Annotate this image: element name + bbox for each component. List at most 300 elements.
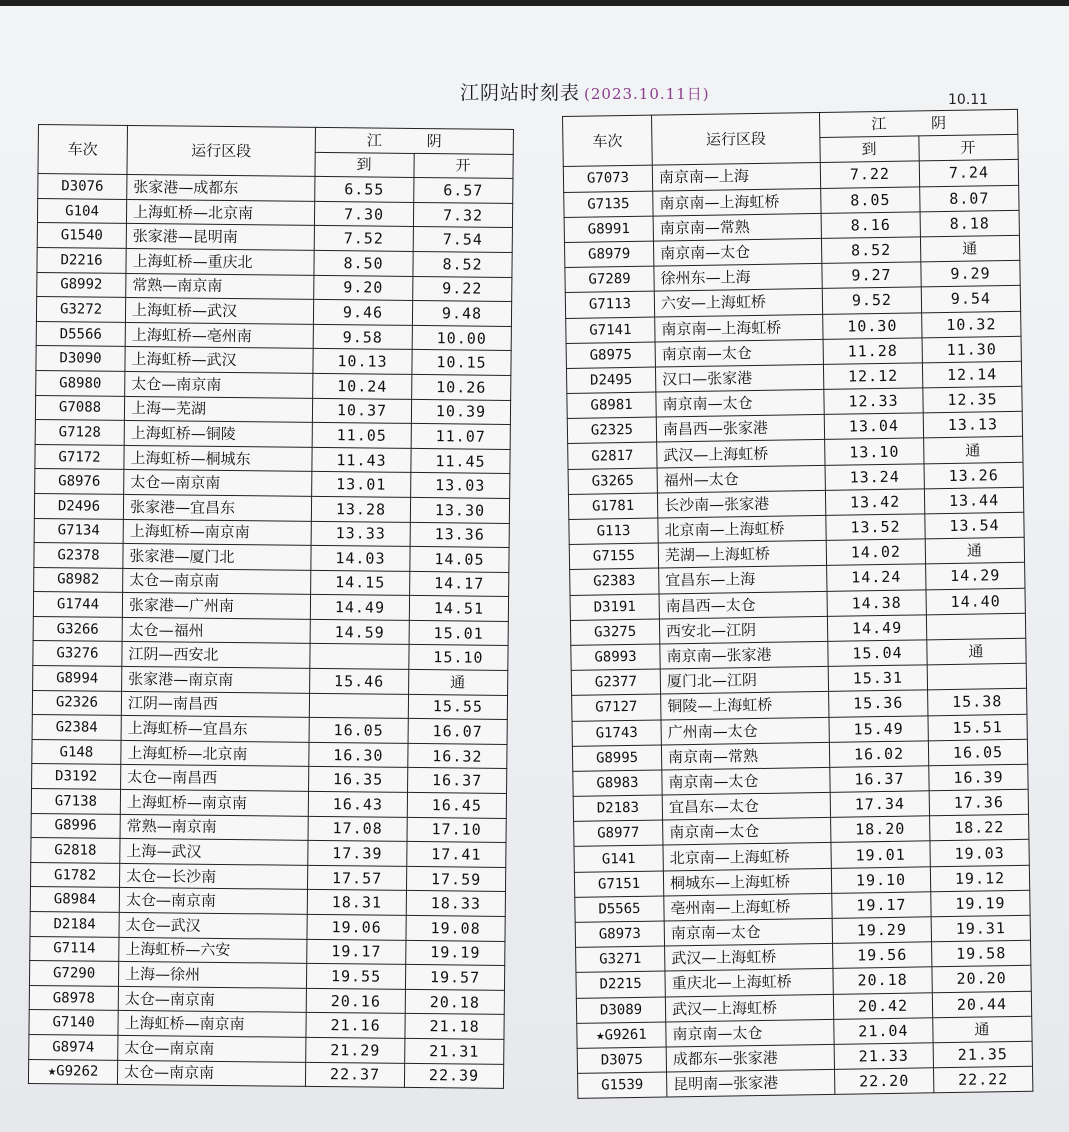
train-number: G3271 — [576, 946, 665, 973]
route: 福州—太仓 — [657, 465, 825, 493]
depart-time: 19.12 — [930, 865, 1029, 892]
route: 南京南—张家港 — [660, 641, 828, 669]
depart-time: 14.17 — [410, 571, 509, 597]
depart-time: 19.31 — [931, 915, 1030, 942]
train-number: G7113 — [565, 291, 654, 318]
depart-time: 18.22 — [930, 815, 1029, 842]
route: 武汉—上海虹桥 — [657, 440, 825, 468]
arrive-time: 19.01 — [831, 841, 930, 868]
route: 张家港—南京南 — [122, 666, 310, 693]
train-number: G141 — [574, 845, 663, 872]
arrive-time: 21.29 — [306, 1037, 405, 1063]
depart-time: 15.55 — [408, 694, 507, 720]
route: 芜湖—上海虹桥 — [658, 541, 826, 569]
route: 上海虹桥—武汉 — [125, 347, 313, 374]
route: 宜昌东—太仓 — [662, 792, 830, 820]
depart-time: 20.20 — [932, 966, 1031, 993]
header-station: 江 阴 — [315, 127, 513, 154]
route: 上海虹桥—北京南 — [126, 199, 314, 226]
train-number: G8979 — [564, 241, 653, 268]
arrive-time: 6.55 — [315, 177, 414, 203]
train-number: G8993 — [571, 644, 660, 671]
route: 上海虹桥—六安 — [119, 937, 307, 964]
depart-time: 6.57 — [414, 178, 513, 204]
train-number: D2215 — [576, 971, 665, 998]
depart-time — [927, 663, 1026, 690]
arrive-time: 16.05 — [309, 718, 408, 744]
depart-time: 20.18 — [405, 989, 504, 1015]
depart-time: 22.22 — [933, 1066, 1032, 1093]
route: 成都东—张家港 — [666, 1044, 834, 1072]
train-number: G8974 — [29, 1034, 118, 1060]
depart-time: 16.05 — [928, 739, 1027, 766]
train-number: D2216 — [37, 247, 126, 273]
arrive-time: 13.28 — [311, 496, 410, 522]
arrive-time: 10.37 — [312, 398, 411, 424]
train-number: G7088 — [35, 395, 124, 421]
route: 张家港—广州南 — [122, 593, 310, 620]
route: 上海—芜湖 — [124, 396, 312, 423]
arrive-time: 19.56 — [833, 942, 932, 969]
route: 宜昌东—上海 — [659, 566, 827, 594]
depart-time: 通 — [920, 235, 1019, 262]
arrive-time: 19.17 — [307, 939, 406, 965]
route: 徐州东—上海 — [654, 264, 822, 292]
arrive-time: 11.05 — [312, 423, 411, 449]
route: 南京南—太仓 — [655, 339, 823, 367]
arrive-time: 9.27 — [822, 262, 921, 289]
train-number: G7128 — [35, 420, 124, 446]
arrive-time: 18.31 — [307, 890, 406, 916]
route: 亳州南—上海虹桥 — [664, 893, 832, 921]
train-number: D3076 — [38, 174, 127, 200]
depart-time: 13.30 — [410, 497, 509, 523]
route: 上海虹桥—重庆北 — [126, 248, 314, 275]
arrive-time: 10.30 — [823, 312, 922, 339]
arrive-time: 13.33 — [311, 521, 410, 547]
arrive-time: 13.24 — [825, 463, 924, 490]
route: 南京南—上海 — [652, 163, 820, 191]
train-number: G7135 — [564, 191, 653, 218]
arrive-time: 13.04 — [824, 413, 923, 440]
header-arrive: 到 — [315, 152, 414, 178]
train-number: G2325 — [567, 417, 656, 444]
arrive-time: 7.22 — [820, 161, 919, 188]
route: 铜陵—上海虹桥 — [661, 692, 829, 720]
train-number: G2818 — [31, 838, 120, 864]
train-number: G8978 — [29, 985, 118, 1011]
route: 武汉—上海虹桥 — [665, 944, 833, 972]
train-number: G1744 — [33, 592, 122, 618]
route: 太仓—福州 — [122, 617, 310, 644]
arrive-time: 18.20 — [831, 816, 930, 843]
route: 重庆北—上海虹桥 — [665, 969, 833, 997]
train-number: G104 — [37, 198, 126, 224]
route: 北京南—上海虹桥 — [663, 843, 831, 871]
train-number: D2184 — [30, 911, 119, 937]
arrive-time: 19.17 — [832, 892, 931, 919]
depart-time: 7.24 — [919, 160, 1018, 187]
paper-sheet — [0, 6, 1069, 1132]
arrive-time: 14.15 — [311, 570, 410, 596]
train-number: G7290 — [29, 961, 118, 987]
route: 常熟—南京南 — [126, 273, 314, 300]
table-row — [28, 1059, 503, 1089]
arrive-time: 7.30 — [314, 201, 413, 227]
arrive-time: 9.20 — [314, 275, 413, 301]
route: 南京南—太仓 — [653, 238, 821, 266]
train-number: D3191 — [570, 594, 659, 621]
depart-time: 16.07 — [408, 719, 507, 745]
route: 太仓—南京南 — [119, 888, 307, 915]
right-table-body — [563, 160, 1033, 1099]
depart-time: 21.18 — [405, 1014, 504, 1040]
arrive-time: 19.29 — [832, 917, 931, 944]
depart-time: 10.39 — [411, 399, 510, 425]
train-number: G7151 — [574, 871, 663, 898]
depart-time: 10.32 — [922, 311, 1021, 338]
depart-time: 通 — [927, 638, 1026, 665]
route: 太仓—南昌西 — [121, 765, 309, 792]
depart-time: 20.44 — [932, 991, 1031, 1018]
header-depart: 开 — [919, 135, 1018, 162]
arrive-time: 8.05 — [821, 186, 920, 213]
depart-time: 17.41 — [407, 842, 506, 868]
arrive-time: 17.34 — [830, 791, 929, 818]
header-arrive: 到 — [820, 136, 919, 163]
depart-time: 9.54 — [921, 286, 1020, 313]
train-number: G8981 — [567, 392, 656, 419]
arrive-time: 10.24 — [313, 373, 412, 399]
depart-time: 13.36 — [410, 522, 509, 548]
depart-time: 19.19 — [406, 940, 505, 966]
route: 南京南—太仓 — [664, 918, 832, 946]
train-number: G7073 — [563, 165, 652, 192]
arrive-time: 13.52 — [826, 514, 925, 541]
train-number: G7172 — [35, 444, 124, 470]
arrive-time: 10.13 — [313, 349, 412, 375]
arrive-time: 16.43 — [308, 791, 407, 817]
train-number: G7114 — [30, 936, 119, 962]
route: 北京南—上海虹桥 — [658, 515, 826, 543]
arrive-time: 16.02 — [829, 741, 928, 768]
route: 常熟—南京南 — [120, 814, 308, 841]
train-number: G2378 — [34, 543, 123, 569]
depart-time: 11.45 — [411, 448, 510, 474]
train-number: G7140 — [29, 1010, 118, 1036]
arrive-time: 11.28 — [823, 338, 922, 365]
train-number: G3265 — [568, 468, 657, 495]
arrive-time: 14.49 — [310, 595, 409, 621]
train-number: D3090 — [36, 346, 125, 372]
train-number: G2384 — [32, 715, 121, 741]
header-train: 车次 — [38, 125, 128, 175]
route: 汉口—张家港 — [655, 364, 823, 392]
arrive-time: 17.08 — [308, 816, 407, 842]
route: 南京南—太仓 — [656, 389, 824, 417]
train-number: G8982 — [34, 567, 123, 593]
depart-time: 15.38 — [928, 689, 1027, 716]
depart-time: 10.00 — [412, 325, 511, 351]
train-number: G113 — [569, 518, 658, 545]
route: 南京南—太仓 — [666, 1019, 834, 1047]
route: 南昌西—张家港 — [656, 415, 824, 443]
train-number: G1540 — [37, 223, 126, 249]
route: 上海—武汉 — [120, 839, 308, 866]
arrive-time: 14.24 — [827, 564, 926, 591]
train-number: G1743 — [572, 720, 661, 747]
route: 上海虹桥—北京南 — [121, 740, 309, 767]
train-number: G2817 — [568, 442, 657, 469]
depart-time: 13.13 — [923, 412, 1022, 439]
arrive-time: 9.46 — [313, 300, 412, 326]
train-number: G1539 — [578, 1072, 667, 1099]
arrive-time: 8.50 — [314, 250, 413, 276]
depart-time: 13.03 — [411, 473, 510, 499]
train-number: G2377 — [571, 669, 660, 696]
arrive-time: 12.12 — [823, 363, 922, 390]
route: 上海虹桥—南京南 — [123, 519, 311, 546]
route: 武汉—上海虹桥 — [665, 994, 833, 1022]
depart-time: 11.07 — [411, 424, 510, 450]
train-number: G8975 — [566, 342, 655, 369]
route: 六安—上海虹桥 — [654, 289, 822, 317]
depart-time: 7.32 — [413, 202, 512, 228]
depart-time: 21.35 — [933, 1041, 1032, 1068]
route: 昆明南—张家港 — [667, 1069, 835, 1097]
depart-time: 15.01 — [409, 620, 508, 646]
arrive-time: 13.01 — [312, 472, 411, 498]
depart-time: 19.03 — [930, 840, 1029, 867]
train-number: G7289 — [565, 266, 654, 293]
arrive-time: 8.16 — [821, 212, 920, 239]
route: 张家港—昆明南 — [126, 224, 314, 251]
route: 上海虹桥—南京南 — [118, 1011, 306, 1038]
train-number: G8973 — [575, 921, 664, 948]
left-table-body — [28, 174, 513, 1089]
route: 西安北—江阴 — [659, 616, 827, 644]
depart-time: 21.31 — [405, 1038, 504, 1064]
arrive-time: 9.58 — [313, 324, 412, 350]
depart-time: 通 — [925, 537, 1024, 564]
arrive-time: 20.18 — [833, 967, 932, 994]
route: 太仓—南京南 — [124, 470, 312, 497]
train-number: G8984 — [30, 887, 119, 913]
arrive-time: 12.33 — [824, 388, 923, 415]
route: 太仓—武汉 — [119, 912, 307, 939]
train-number: D2183 — [573, 795, 662, 822]
train-number: D3192 — [32, 764, 121, 790]
depart-time: 11.30 — [922, 336, 1021, 363]
route: 长沙南—张家港 — [657, 490, 825, 518]
route: 太仓—南京南 — [123, 568, 311, 595]
arrive-time: 14.38 — [827, 589, 926, 616]
train-number: G8992 — [37, 272, 126, 298]
depart-time: 7.54 — [413, 227, 512, 253]
depart-time: 8.07 — [920, 185, 1019, 212]
route: 厦门北—江阴 — [660, 667, 828, 695]
route: 桐城东—上海虹桥 — [663, 868, 831, 896]
arrive-time: 21.33 — [834, 1043, 933, 1070]
route: 南京南—太仓 — [662, 767, 830, 795]
arrive-time: 7.52 — [314, 226, 413, 252]
train-number: ★G9261 — [577, 1022, 666, 1049]
arrive-time: 16.30 — [309, 742, 408, 768]
depart-time: 9.48 — [412, 301, 511, 327]
depart-time: 12.14 — [922, 361, 1021, 388]
arrive-time: 21.16 — [306, 1013, 405, 1039]
route: 张家港—厦门北 — [123, 544, 311, 571]
arrive-time — [309, 693, 408, 719]
depart-time: 通 — [409, 669, 508, 695]
train-number: G7138 — [31, 789, 120, 815]
arrive-time: 19.55 — [306, 964, 405, 990]
route: 太仓—南京南 — [118, 986, 306, 1013]
arrive-time: 19.06 — [307, 914, 406, 940]
train-number: D2496 — [34, 493, 123, 519]
page-title — [460, 78, 710, 105]
route: 上海虹桥—武汉 — [125, 298, 313, 325]
arrive-time — [310, 644, 409, 670]
arrive-time: 13.42 — [825, 489, 924, 516]
arrive-time: 13.10 — [825, 438, 924, 465]
train-number: G8991 — [564, 216, 653, 243]
train-number: G3275 — [570, 619, 659, 646]
train-number: G8994 — [33, 666, 122, 692]
train-number: G8977 — [574, 820, 663, 847]
depart-time: 19.19 — [931, 890, 1030, 917]
depart-time: 17.59 — [406, 866, 505, 892]
route: 南京南—上海虹桥 — [653, 188, 821, 216]
arrive-time: 22.37 — [305, 1062, 404, 1088]
train-number: G8983 — [573, 770, 662, 797]
arrive-time: 20.42 — [833, 992, 932, 1019]
arrive-time: 17.57 — [307, 865, 406, 891]
header-route: 运行区段 — [651, 112, 820, 165]
route: 太仓—南京南 — [117, 1060, 305, 1087]
train-number: G1782 — [31, 862, 120, 888]
depart-time: 10.15 — [412, 350, 511, 376]
arrive-time: 15.49 — [829, 715, 928, 742]
arrive-time: 22.20 — [835, 1068, 934, 1095]
train-number: D3089 — [576, 997, 665, 1024]
depart-time: 13.54 — [925, 512, 1024, 539]
arrive-time: 15.46 — [310, 668, 409, 694]
route: 太仓—南京南 — [125, 371, 313, 398]
depart-time — [926, 613, 1025, 640]
train-number: G8980 — [36, 370, 125, 396]
route: 张家港—宜昌东 — [123, 494, 311, 521]
arrive-time: 19.10 — [831, 866, 930, 893]
depart-time: 14.29 — [926, 563, 1025, 590]
depart-time: 13.44 — [924, 487, 1023, 514]
header-station: 江 阴 — [819, 109, 1017, 137]
depart-time: 8.52 — [413, 251, 512, 277]
depart-time: 14.51 — [409, 596, 508, 622]
depart-time: 14.05 — [410, 547, 509, 573]
train-number: G7134 — [34, 518, 123, 544]
depart-time: 14.40 — [926, 588, 1025, 615]
train-number: G148 — [32, 739, 121, 765]
arrive-time: 16.35 — [309, 767, 408, 793]
handwritten-date: (2023.10.11日) — [584, 85, 710, 103]
depart-time: 12.35 — [923, 386, 1022, 413]
route: 江阴—西安北 — [122, 642, 310, 669]
depart-time: 15.51 — [928, 714, 1027, 741]
train-number: G7141 — [566, 317, 655, 344]
arrive-time: 15.04 — [828, 640, 927, 667]
depart-time: 22.39 — [404, 1063, 503, 1089]
header-train: 车次 — [563, 115, 653, 167]
header-depart: 开 — [414, 153, 513, 179]
route: 上海虹桥—南京南 — [120, 789, 308, 816]
route: 南京南—常熟 — [661, 742, 829, 770]
arrive-time: 15.31 — [828, 665, 927, 692]
depart-time: 通 — [924, 437, 1023, 464]
arrive-time: 11.43 — [312, 447, 411, 473]
train-number: D2495 — [566, 367, 655, 394]
train-number: G8996 — [31, 813, 120, 839]
depart-time: 9.29 — [921, 260, 1020, 287]
train-number: D3075 — [577, 1047, 666, 1074]
route: 上海—徐州 — [118, 962, 306, 989]
arrive-time: 8.52 — [821, 237, 920, 264]
arrive-time: 15.36 — [829, 690, 928, 717]
title-text: 江阴站时刻表 — [460, 82, 581, 104]
route: 江阴—南昌西 — [121, 691, 309, 718]
train-number: G8976 — [35, 469, 124, 495]
depart-time: 19.57 — [405, 965, 504, 991]
route: 南昌西—太仓 — [659, 591, 827, 619]
corner-date-note: 10.11 — [948, 92, 989, 108]
depart-time: 19.58 — [932, 940, 1031, 967]
arrive-time: 14.59 — [310, 619, 409, 645]
arrive-time: 17.39 — [308, 841, 407, 867]
depart-time: 8.18 — [920, 210, 1019, 237]
depart-time: 13.26 — [924, 462, 1023, 489]
train-number: D5566 — [36, 321, 125, 347]
route: 广州南—太仓 — [661, 717, 829, 745]
route: 张家港—成都东 — [127, 175, 315, 202]
depart-time: 通 — [933, 1016, 1032, 1043]
arrive-time: 20.16 — [306, 988, 405, 1014]
train-number: ★G9262 — [28, 1059, 117, 1085]
left-timetable — [28, 124, 514, 1089]
train-number: G2383 — [570, 568, 659, 595]
train-number: D5565 — [575, 896, 664, 923]
route: 上海虹桥—桐城东 — [124, 445, 312, 472]
arrive-time: 9.52 — [822, 287, 921, 314]
arrive-time: 16.37 — [830, 766, 929, 793]
route: 上海虹桥—宜昌东 — [121, 716, 309, 743]
depart-time: 17.36 — [929, 789, 1028, 816]
arrive-time: 14.03 — [311, 545, 410, 571]
route: 南京南—太仓 — [663, 818, 831, 846]
train-number: G7155 — [569, 543, 658, 570]
arrive-time: 14.49 — [827, 615, 926, 642]
train-number: G3266 — [33, 616, 122, 642]
route: 上海虹桥—亳州南 — [125, 322, 313, 349]
arrive-time: 14.02 — [826, 539, 925, 566]
train-number: G1781 — [568, 493, 657, 520]
route: 上海虹桥—铜陵 — [124, 421, 312, 448]
depart-time: 16.32 — [408, 743, 507, 769]
depart-time: 16.39 — [929, 764, 1028, 791]
depart-time: 10.26 — [412, 374, 511, 400]
depart-time: 17.10 — [407, 817, 506, 843]
depart-time: 18.33 — [406, 891, 505, 917]
depart-time: 19.08 — [406, 915, 505, 941]
